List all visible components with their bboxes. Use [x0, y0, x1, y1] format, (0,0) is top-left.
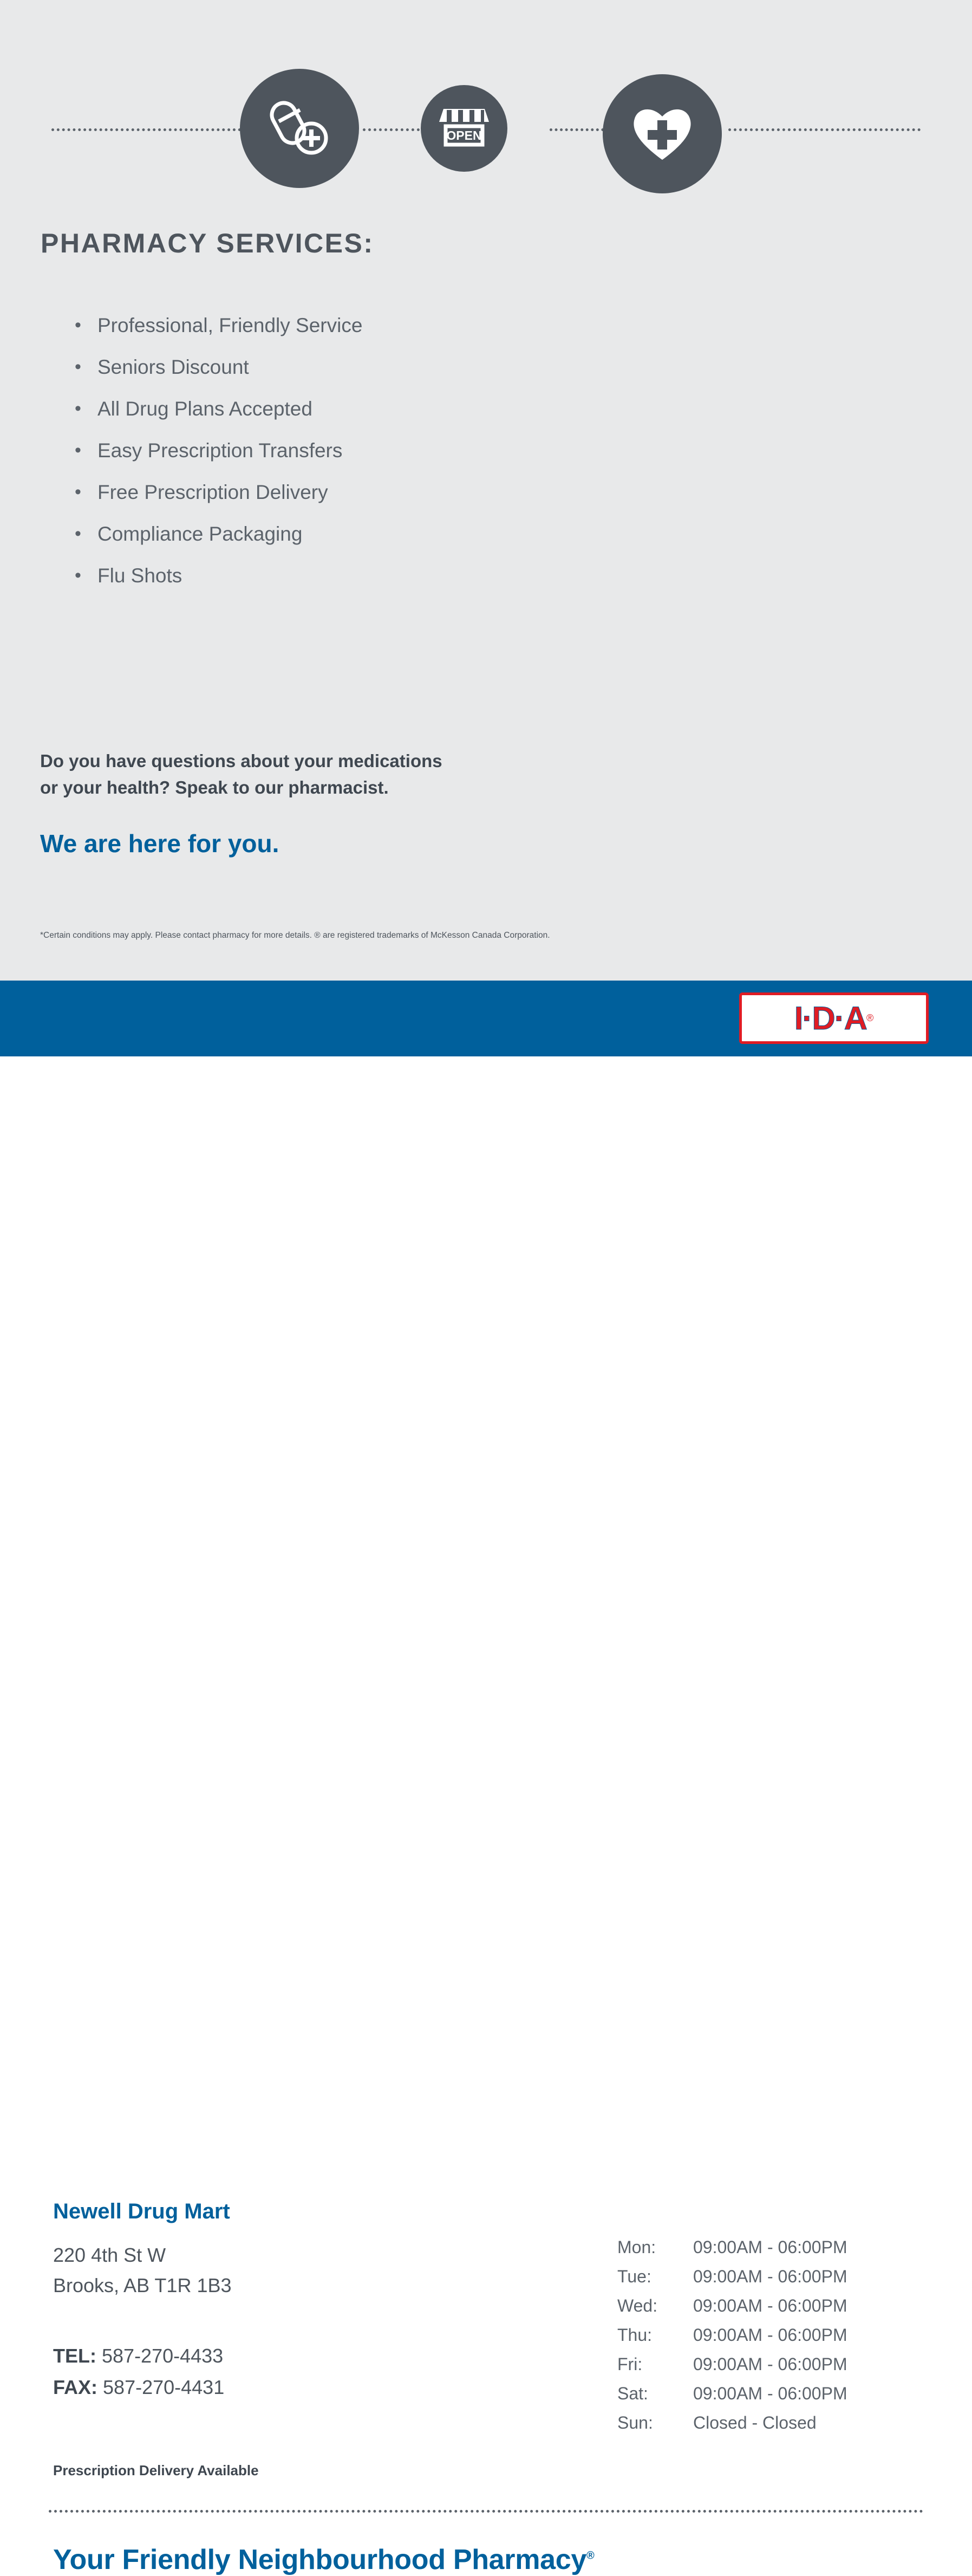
pills-plus-icon: [240, 69, 359, 188]
address-line-1: 220 4th St W: [53, 2244, 166, 2266]
hours-time: 09:00AM - 06:00PM: [693, 2384, 847, 2403]
dotted-rule-left: [51, 128, 246, 134]
heart-plus-icon: [603, 74, 722, 193]
telephone-value: 587-270-4433: [102, 2345, 224, 2367]
hours-time: 09:00AM - 06:00PM: [693, 2354, 847, 2374]
ida-logo-text: I·D·A: [794, 1000, 867, 1036]
list-item: • Flu Shots: [97, 555, 362, 596]
list-item: • Professional, Friendly Service: [97, 304, 362, 346]
hours-day: Fri:: [617, 2354, 643, 2374]
table-row: [617, 2384, 847, 2413]
hours-day: Thu:: [617, 2325, 653, 2345]
services-list: [65, 304, 362, 596]
hours-time: 09:00AM - 06:00PM: [693, 2267, 847, 2286]
list-item: • All Drug Plans Accepted: [97, 388, 362, 430]
hours-time: Closed - Closed: [693, 2413, 817, 2432]
dotted-divider: [49, 2510, 923, 2515]
cta-text: We are here for you.: [40, 829, 279, 858]
question-line-1: Do you have questions about your medications: [40, 751, 442, 771]
hours-time: 09:00AM - 06:00PM: [693, 2237, 847, 2257]
question-block: [40, 748, 825, 801]
table-row: [617, 2237, 847, 2267]
list-item: • Free Prescription Delivery: [97, 471, 362, 513]
dotted-rule-mid-right: [550, 128, 609, 134]
table-row: [617, 2413, 847, 2442]
brand-bar: [0, 981, 972, 1056]
hours-day: Sun:: [617, 2413, 653, 2432]
dotted-rule-mid-left: [363, 128, 425, 134]
pharmacy-services-panel: [0, 0, 972, 981]
list-item: • Seniors Discount: [97, 346, 362, 388]
list-item: • Compliance Packaging: [97, 513, 362, 555]
tagline-registered: ®: [586, 2549, 595, 2562]
store-name: Newell Drug Mart: [53, 2199, 230, 2223]
fax-label: FAX:: [53, 2376, 98, 2398]
store-address: [53, 2240, 232, 2301]
open-store-label: OPEN: [446, 128, 482, 142]
dotted-rule-right: [728, 128, 921, 134]
hours-time: 09:00AM - 06:00PM: [693, 2325, 847, 2345]
telephone-label: TEL:: [53, 2345, 96, 2367]
fax-row: [53, 2372, 224, 2403]
hours-time: 09:00AM - 06:00PM: [693, 2296, 847, 2315]
table-row: [617, 2296, 847, 2325]
store-info-panel: [0, 1056, 972, 2575]
hours-day: Wed:: [617, 2296, 658, 2315]
table-row: [617, 2354, 847, 2384]
telephone-row: [53, 2340, 224, 2372]
fax-value: 587-270-4431: [103, 2376, 225, 2398]
hours-day: Mon:: [617, 2237, 656, 2257]
list-item: • Easy Prescription Transfers: [97, 430, 362, 471]
ida-logo: [739, 992, 929, 1044]
store-contact: [53, 2340, 224, 2403]
hours-day: Sat:: [617, 2384, 648, 2403]
page-title: PHARMACY SERVICES:: [41, 228, 374, 258]
icon-strip: [0, 57, 972, 181]
table-row: [617, 2325, 847, 2354]
ida-logo-registered: ®: [866, 1013, 874, 1023]
address-line-2: Brooks, AB T1R 1B3: [53, 2274, 232, 2296]
store-hours-table: [617, 2237, 847, 2442]
question-line-2: or your health? Speak to our pharmacist.: [40, 777, 389, 797]
tagline: [53, 2543, 594, 2576]
delivery-note: Prescription Delivery Available: [53, 2462, 259, 2478]
table-row: [617, 2267, 847, 2296]
disclaimer-text: *Certain conditions may apply. Please contact pharmacy for more details. ® are registered trademarks of McKesson Canada Corporation.: [40, 931, 550, 940]
tagline-text: Your Friendly Neighbourhood Pharmacy: [53, 2544, 587, 2575]
hours-day: Tue:: [617, 2267, 651, 2286]
open-store-icon: [421, 85, 507, 172]
